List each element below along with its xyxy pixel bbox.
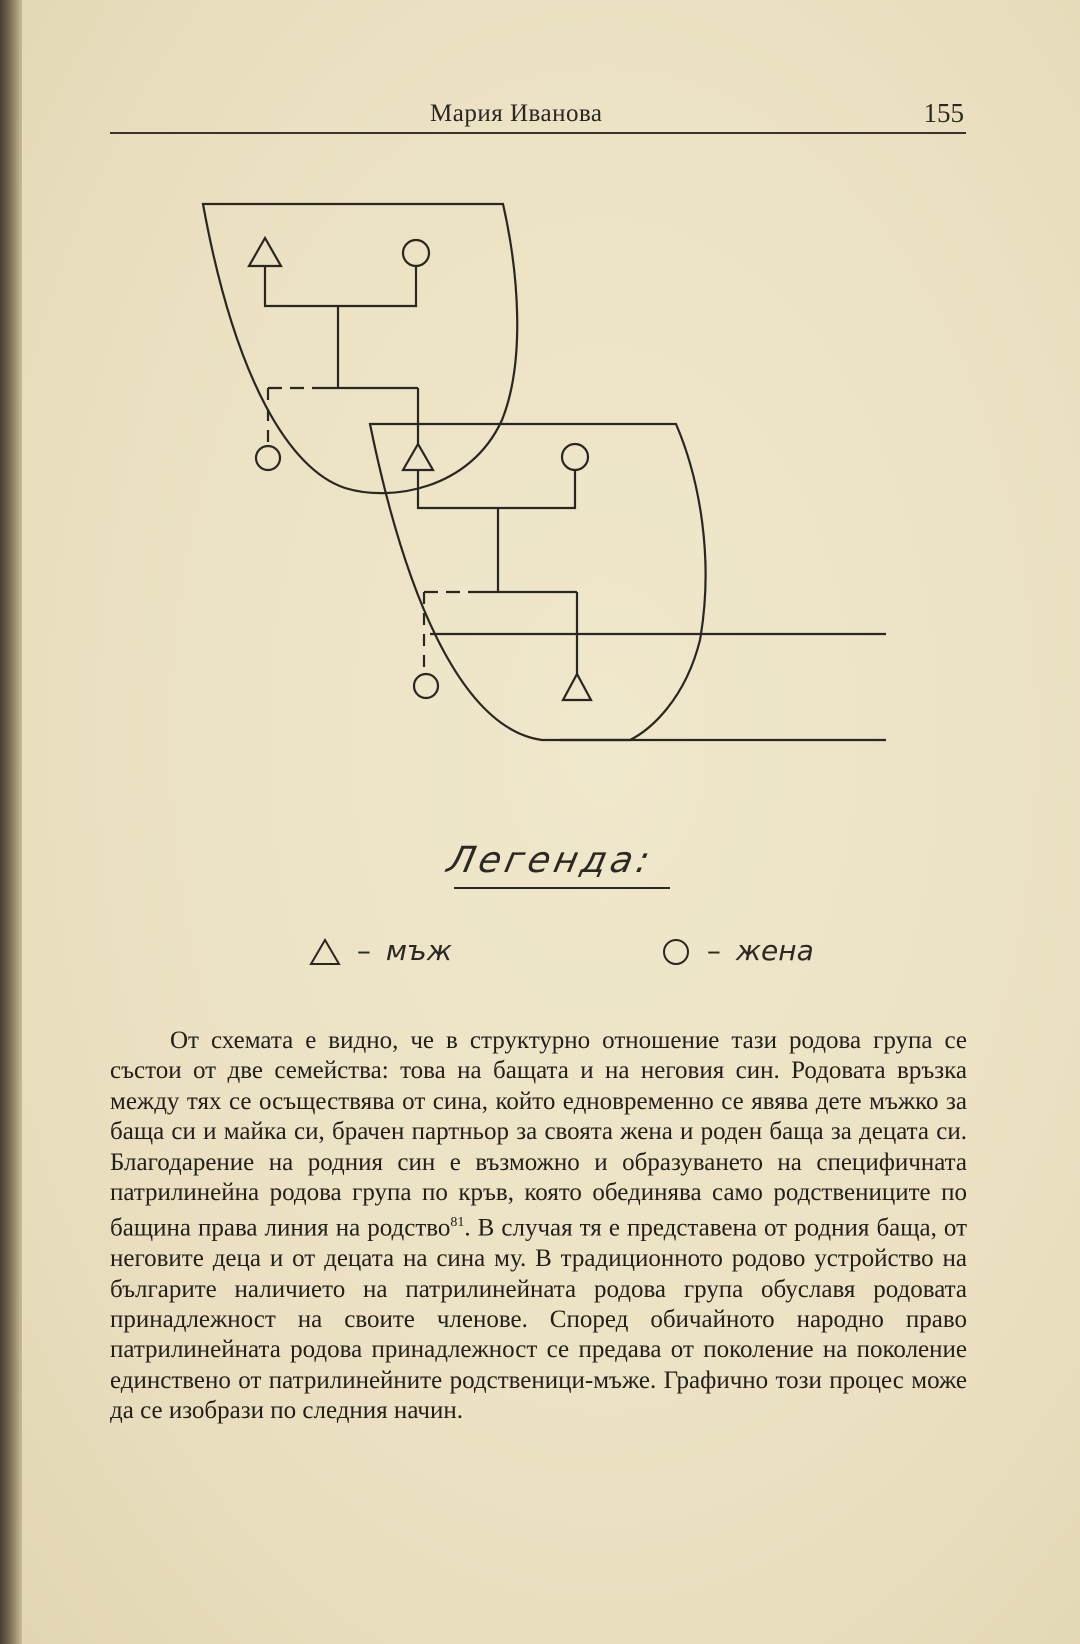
body-paragraph	[110, 1026, 967, 1427]
legend-female	[660, 934, 814, 984]
father-triangle-icon	[249, 238, 281, 266]
son-wife-circle-icon	[562, 444, 588, 470]
footnote-ref[interactable]: 81	[450, 1215, 465, 1231]
family-2-marriage-line	[418, 470, 575, 508]
grandson-triangle-icon	[563, 674, 591, 700]
mother-circle-icon	[403, 240, 429, 266]
page-number: 155	[923, 98, 964, 128]
kinship-diagram	[0, 0, 1080, 800]
body-text-part-2: . В случая тя е представена от родния баща, от неговите деца и от децата на сина му. В традиционното родово устройство на българите наличието на патрилинейната родова група обуславя родовата принадлежност на своите членове. Според обичайното народно право патрилинейната родова принадлежност се предава от поколение на поколение единствено от патрилинейните родственици-мъже. Графично този процес може да се изобрази по следния начин.	[110, 1214, 968, 1425]
granddaughter-circle-icon	[414, 674, 438, 698]
legend-female-label: жена	[735, 934, 814, 967]
legend-male	[308, 934, 452, 984]
family-2-boundary	[370, 424, 706, 740]
legend-circle-icon	[660, 936, 692, 968]
legend-male-label: мъж	[385, 934, 452, 967]
legend-underline	[454, 887, 670, 889]
legend-triangle-icon	[308, 937, 342, 967]
family-1-boundary	[203, 204, 517, 493]
daughter-1-circle-icon	[256, 446, 280, 470]
family-1-marriage-line	[265, 266, 416, 306]
legend-female-dash: –	[706, 934, 721, 967]
legend-male-dash: –	[356, 934, 371, 967]
legend-title: Легенда:	[443, 840, 658, 881]
body-text-part-1: От схемата е видно, че в структурно отношение тази родова група се състои от две семейства: това на бащата и на неговия син. Родовата връзка между тях се осъществява от сина, който едновременно се явява дете мъжко за баща си и майка си, брачен партньор за своята жена и роден баща за децата си. Благодарение на родния син е възможно и образуването на специфичната патрилинейна родова група по кръв, която обединява само родствениците по бащина права линия на родство	[110, 1027, 967, 1242]
son-triangle-icon	[403, 444, 433, 470]
header-author: Мария Иванова	[430, 100, 603, 127]
